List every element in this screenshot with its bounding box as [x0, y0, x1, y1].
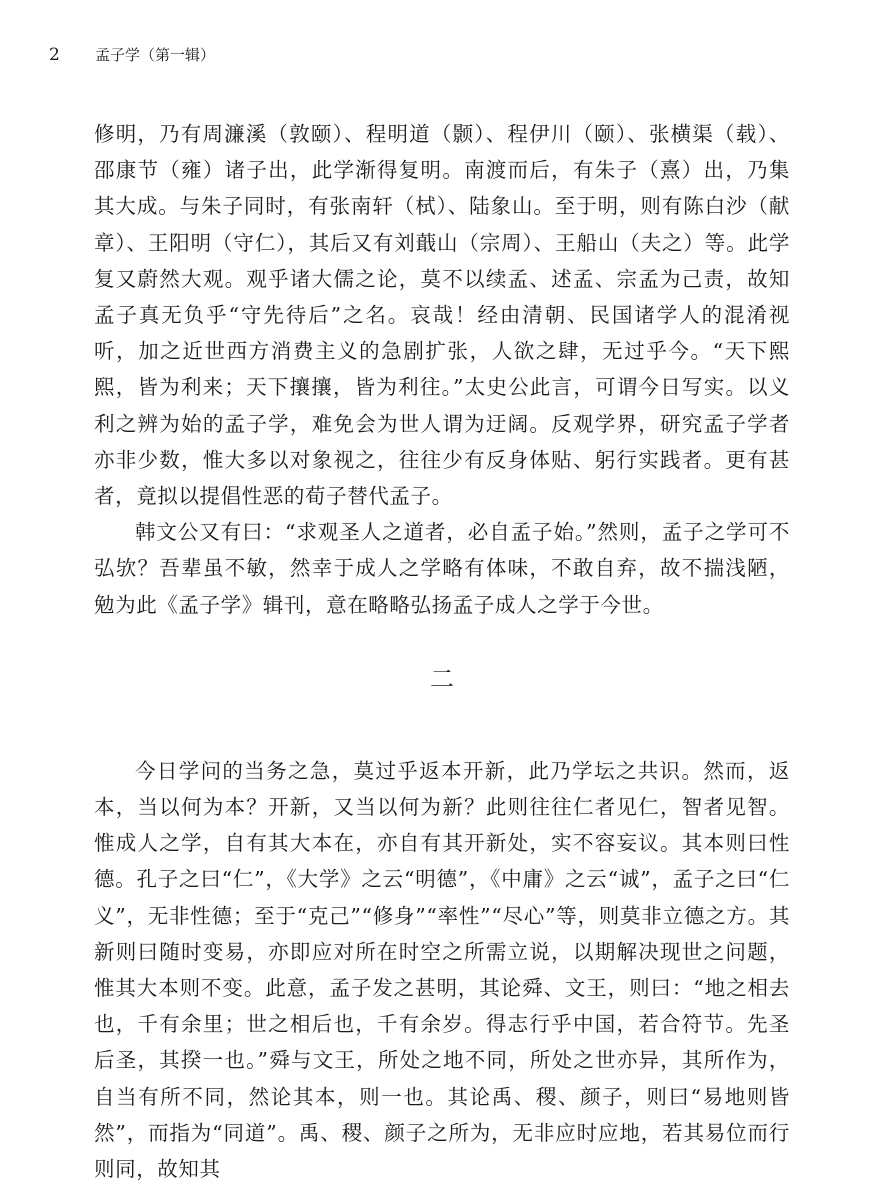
- paragraph: 今日学问的当务之急，莫过乎返本开新，此乃学坛之共识。然而，返本，当以何为本？开新，又当以何为新？此则往往仁者见仁，智者见智。惟成人之学，自有其大本在，亦自有其开新处，实不容妄议。其本则曰性德。孔子之曰“仁”，《大学》之云“明德”，《中庸》之云“诚”，孟子之曰“仁义”，无非性德；至于“克己”“修身”“率性”“尽心”等，则莫非立德之方。其新则曰随时变易，亦即应对所在时空之所需立说，以期解决现世之问题，惟其大本则不变。此意，孟子发之甚明，其论舜、文王，则曰：“地之相去也，千有余里；世之相后也，千有余岁。得志行乎中国，若合符节。先圣后圣，其揆一也。”舜与文王，所处之地不同，所处之世亦异，其所作为，自当有所不同，然论其本，则一也。其论禹、稷、颜子，则曰“易地则皆然”，而指为“同道”。禹、稷、颜子之所为，无非应时应地，若其易位而行则同，故知其: [94, 758, 790, 1182]
- running-title: 孟子学（第一辑）: [95, 46, 216, 64]
- paragraph: 韩文公又有曰：“求观圣人之道者，必自孟子始。”然则，孟子之学可不弘欤？吾辈虽不敏，然幸于成人之学略有体味，不敢自弃，故不揣浅陋，勉为此《孟子学》辑刊，意在略略弘扬孟子成人之学于今世。: [94, 520, 790, 617]
- paragraph: 修明，乃有周濂溪（敦颐）、程明道（颢）、程伊川（颐）、张横渠（载）、邵康节（雍）诸子出，此学渐得复明。南渡而后，有朱子（熹）出，乃集其大成。与朱子同时，有张南轩（栻）、陆象山。至于明，则有陈白沙（献章）、王阳明（守仁），其后又有刘蕺山（宗周）、王船山（夫之）等。此学复又蔚然大观。观乎诸大儒之论，莫不以续孟、述孟、宗孟为己责，故知孟子真无负乎“守先待后”之名。哀哉！经由清朝、民国诸学人的混淆视听，加之近世西方消费主义的急剧扩张，人欲之肆，无过乎今。“天下熙熙，皆为利来；天下攘攘，皆为利往。”太史公此言，可谓今日写实。以义利之辨为始的孟子学，难免会为世人谓为迂阔。反观学界，研究孟子学者亦非少数，惟大多以对象视之，往往少有反身体贴、躬行实践者。更有甚者，竟拟以提倡性恶的荀子替代孟子。: [94, 122, 790, 509]
- section-heading: 二: [430, 664, 454, 693]
- running-header: [49, 44, 215, 66]
- body-text: [94, 116, 790, 1187]
- page-number: 2: [49, 45, 60, 65]
